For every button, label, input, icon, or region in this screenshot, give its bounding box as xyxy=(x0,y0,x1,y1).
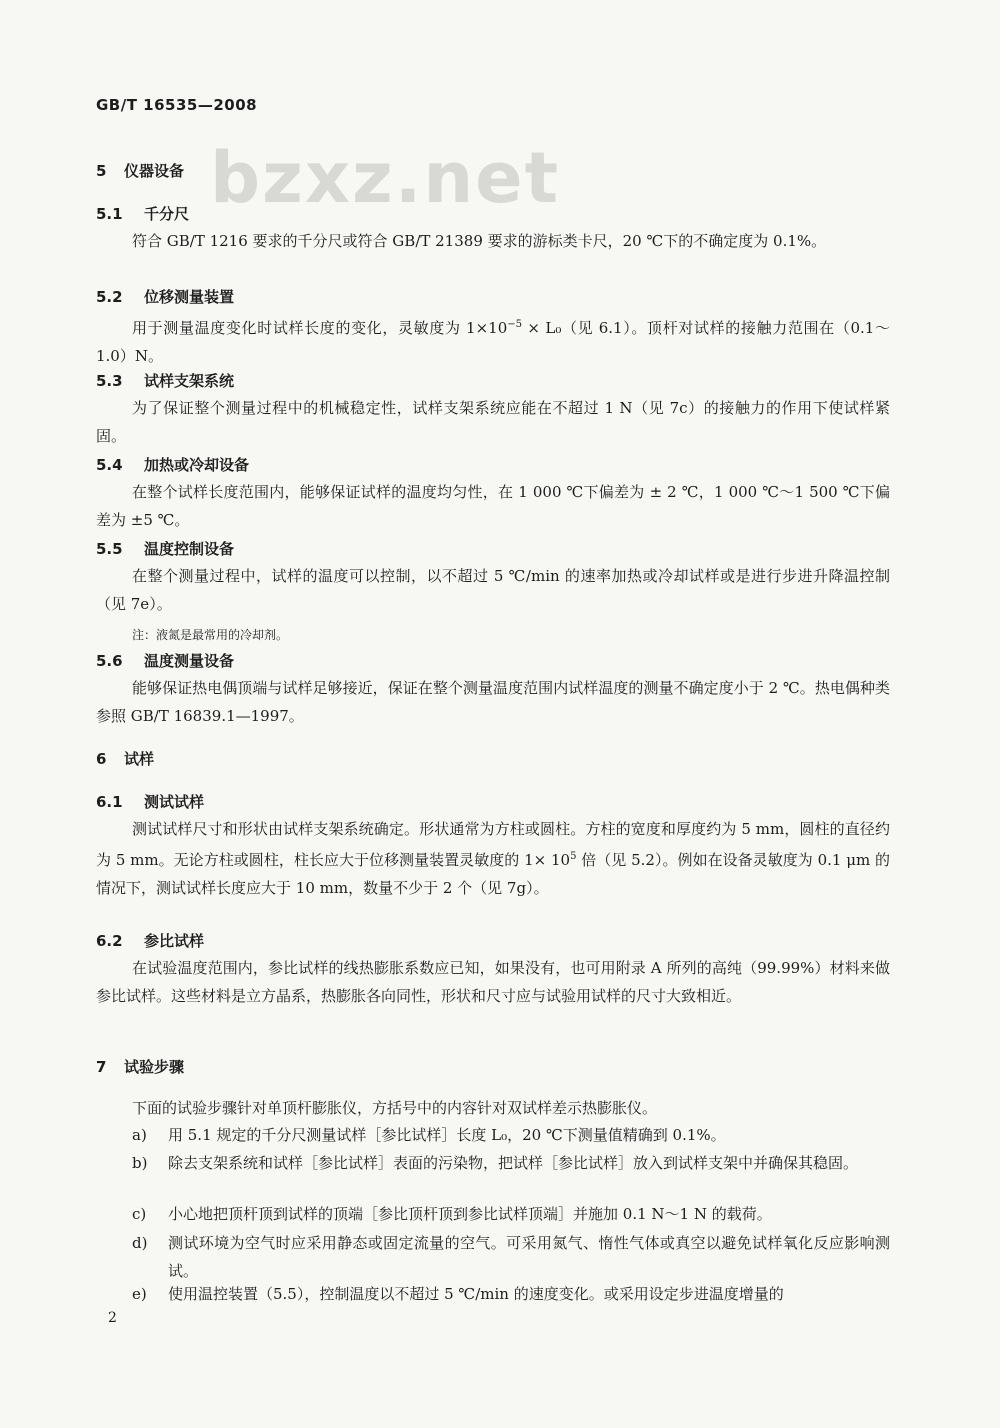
page-number: 2 xyxy=(108,1310,117,1326)
section-heading: 6 试样 xyxy=(96,750,155,768)
paragraph: 测试试样尺寸和形状由试样支架系统确定。形状通常为方柱或圆柱。方柱的宽度和厚度约为 5 mm，圆柱的直径约为 5 mm。无论方柱或圆柱，柱长应大于位移测量装置灵敏度的 $1\times 10^5$ 倍（见 5.2）。例如在设备灵敏度为 0.1 μm 的情况下，测试试样长度应大于 10 mm，数量不少于 2 个（见 7g）。 xyxy=(96,820,890,897)
paragraph: 符合 GB/T 1216 要求的千分尺或符合 GB/T 21389 要求的游标类卡尺，20 ℃下的不确定度为 0.1%。 xyxy=(132,232,827,250)
subsection-heading: 6.1 测试试样 xyxy=(96,793,205,811)
subsection-heading: 5.6 温度测量设备 xyxy=(96,652,235,670)
standard-number: GB/T 16535—2008 xyxy=(96,96,258,114)
list-item: d) 测试环境为空气时应采用静态或固定流量的空气。可采用氮气、惰性气体或真空以避免试样氧化反应影响测试。 xyxy=(132,1234,890,1280)
watermark: bzxz.net xyxy=(210,137,561,219)
paragraph: 在试验温度范围内，参比试样的线热膨胀系数应已知，如果没有，也可用附录 A 所列的高纯（99.99%）材料来做参比试样。这些材料是立方晶系，热膨胀各向同性，形状和尺寸应与试验用试样的尺寸大致相近。 xyxy=(96,959,890,1005)
paragraph: 为了保证整个测量过程中的机械稳定性，试样支架系统应能在不超过 1 N（见 7c）的接触力的作用下使试样紧固。 xyxy=(96,399,890,445)
subsection-heading: 5.3 试样支架系统 xyxy=(96,372,235,390)
subsection-heading: 5.2 位移测量装置 xyxy=(96,288,235,306)
subsection-heading: 5.4 加热或冷却设备 xyxy=(96,456,250,474)
list-item: b) 除去支架系统和试样［参比试样］表面的污染物，把试样［参比试样］放入到试样支架中并确保其稳固。 xyxy=(132,1154,859,1172)
note: 注：液氮是最常用的冷却剂。 xyxy=(132,628,289,642)
subsection-heading: 6.2 参比试样 xyxy=(96,932,205,950)
list-item: a) 用 5.1 规定的千分尺测量试样［参比试样］长度 L₀，20 ℃下测量值精确到 0.1%。 xyxy=(132,1126,726,1144)
paragraph: 能够保证热电偶顶端与试样足够接近，保证在整个测量温度范围内试样温度的测量不确定度小于 2 ℃。热电偶种类参照 GB/T 16839.1—1997。 xyxy=(96,679,890,725)
list-item: e) 使用温控装置（5.5），控制温度以不超过 5 ℃/min 的速度变化。或采用设定步进温度增量的 xyxy=(132,1285,784,1303)
list-item: c) 小心地把顶杆顶到试样的顶端［参比顶杆顶到参比试样顶端］并施加 0.1 N～1 N 的载荷。 xyxy=(132,1205,772,1223)
subsection-heading: 5.5 温度控制设备 xyxy=(96,540,235,558)
paragraph: 用于测量温度变化时试样长度的变化，灵敏度为 $1\times 10^{-5} \times L_0$（见 6.1）。顶杆对试样的接触力范围在（0.1～1.0）N。 xyxy=(96,319,890,365)
section-heading: 5 仪器设备 xyxy=(96,162,185,180)
paragraph: 在整个试样长度范围内，能够保证试样的温度均匀性，在 1 000 ℃下偏差为 ± 2 ℃，1 000 ℃～1 500 ℃下偏差为 ±5 ℃。 xyxy=(96,483,890,529)
paragraph: 在整个测量过程中，试样的温度可以控制，以不超过 5 ℃/min 的速率加热或冷却试样或是进行步进升降温控制（见 7e）。 xyxy=(96,567,890,613)
section-heading: 7 试验步骤 xyxy=(96,1058,185,1076)
subsection-heading: 5.1 千分尺 xyxy=(96,205,190,223)
paragraph: 下面的试验步骤针对单顶杆膨胀仪，方括号中的内容针对双试样差示热膨胀仪。 xyxy=(132,1099,658,1117)
